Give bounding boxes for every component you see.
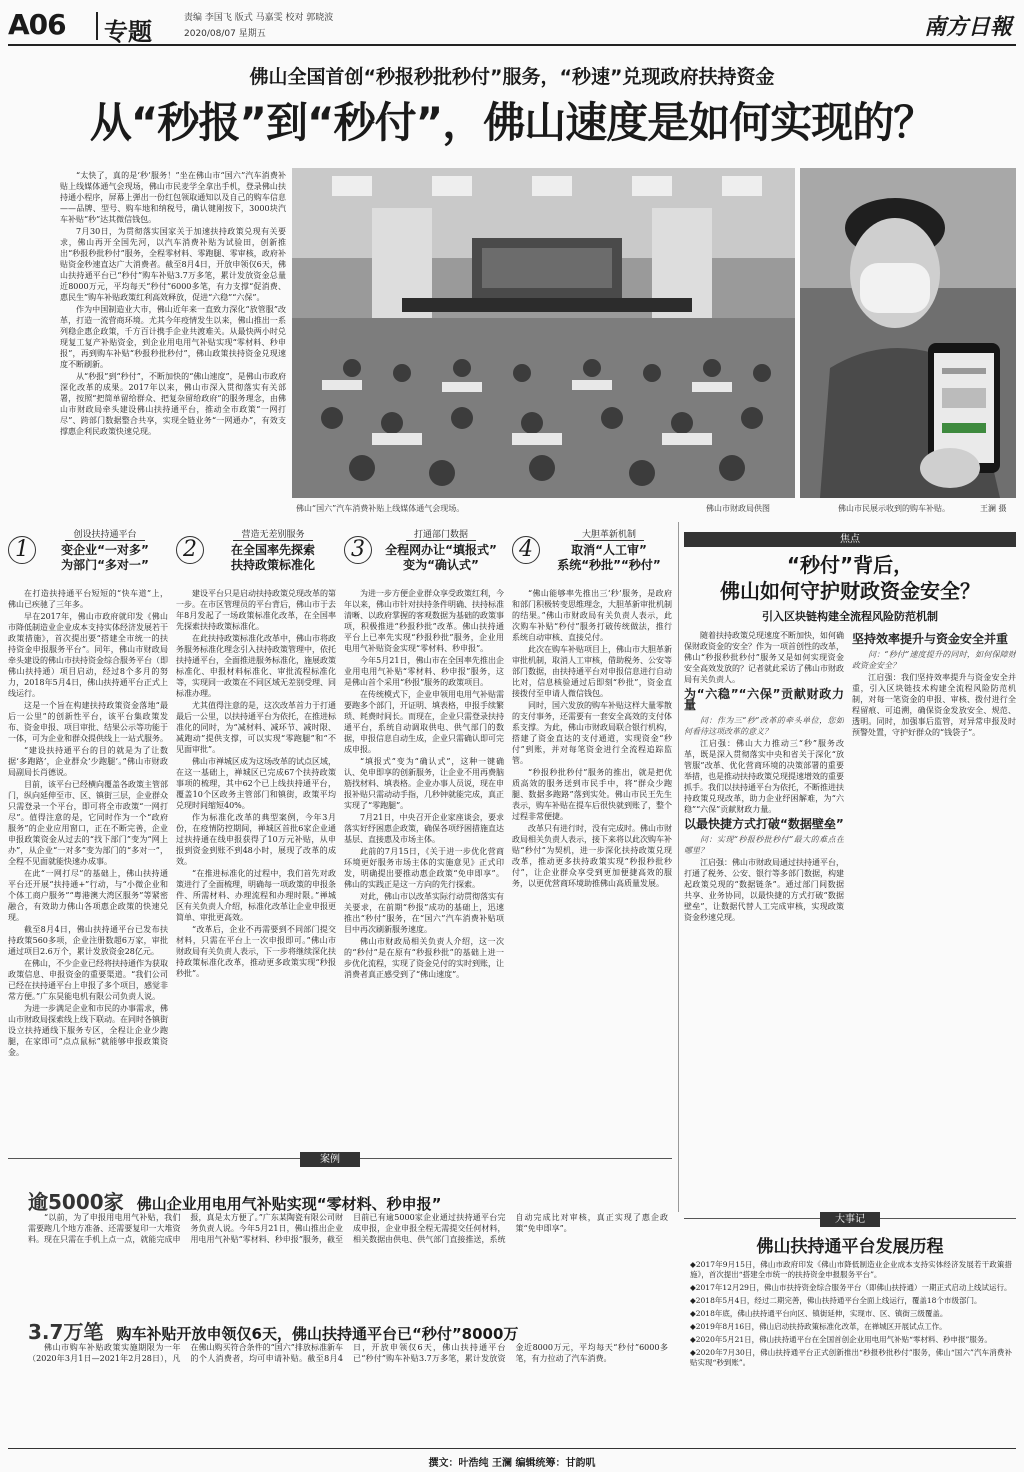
chronicle-list <box>690 1260 1012 1446</box>
section-paragraph: “改革后，企业不再需要到不同部门提交材料，只需在平台上一次申报即可。”佛山市财政局有关负责人表示，下一步将继续深化扶持政策标准化改革，推动更多政策实现“秒报秒批”。 <box>176 925 336 978</box>
page-code: A06 <box>8 8 66 41</box>
chronicle-item: ◆2018年底，佛山扶持通平台向区、镇街延伸，实现市、区、镇街三级覆盖。 <box>690 1309 948 1318</box>
chronicle-title: 佛山扶持通平台发展历程 <box>756 1237 944 1257</box>
resident-credit: 王澜 摄 <box>980 504 1007 513</box>
resident-photo-art <box>800 168 1016 498</box>
case-paragraph: 佛山市购车补贴政策实施期限为一年（2020年3月1日—2021年2月28日），凡在佛山购买符合条件的“国六”排放标准新车的个人消费者，均可申请补贴。截至8月4日，开放申领仅6天，佛山扶持通平台已“秒付”购车补贴3.7万多笔，累计发放资金近8000万元，平均每天“秒付”6000多笔，有力拉动了汽车消费。 <box>28 1343 668 1363</box>
chronicle-bar: 大事记 <box>820 1212 880 1227</box>
section-paragraph: 此次在购车补贴项目上，佛山市大胆革新审批机制，取消人工审核，借助税务、公安等部门数据，由扶持通平台对申报信息进行自动比对，信息核验通过后即刻“秒批”，资金直接拨付至申请人微信钱包。 <box>512 645 672 698</box>
section-paragraph: 截至8月4日，佛山扶持通平台已发布扶持政策560多项，企业注册数超6万家，审批通过项目2.6万个，累计发放资金28亿元。 <box>8 925 168 956</box>
section-title-line: 取消“人工审” <box>571 543 647 557</box>
focus-subhead: 为“六稳”“六保”贡献财政力量 <box>684 687 844 712</box>
section-tag: 营造无差别服务 <box>233 527 312 541</box>
lead-paragraph: 7月30日，为贯彻落实国家关于加速扶持政策兑现有关要求，佛山再开全国先河，以汽车消费补贴为试验田，创新推出“秒报秒批秒付”服务，全程零材料、零跑腿、零审核，政府补贴资金秒速直达广大消费者。截至8月4日，开放申领仅6天，佛山扶持通平台已“秒付”购车补贴3.7万多笔，累计发放资金总量近8000万元，平均每天“秒付”6000多笔，有力支撑“促消费、惠民生”购车补贴政策红利高效释放，促进“六稳”“六保”。 <box>60 227 286 302</box>
focus-intro: 随着扶持政策兑现速度不断加快，如何确保财政资金的安全？作为一项首创性的改革，佛山“秒报秒批秒付”服务又是如何实现资金安全高效发放的？记者就此采访了佛山市财政局有关负责人。 <box>684 631 844 684</box>
section-paragraph: 改革只有进行时，没有完成时。佛山市财政局相关负责人表示，接下来将以此次购车补贴“秒付”为契机，进一步深化扶持政策兑现改革，推动更多扶持政策实现“秒报秒批秒付”，让企业群众享受到更加便捷高效的服务，以更优营商环境助推佛山高质量发展。 <box>512 824 672 888</box>
section-paragraph: 为进一步满足企业和市民的办事需求，佛山市财政局探索线上线下联动。在同时各镇街设立扶持通线下服务专区，全程让企业少跑腿，在家即可“点点鼠标”就能够申报政策资金。 <box>8 1004 168 1057</box>
page-section: 专题 <box>104 18 152 46</box>
focus-question: 问：实现“秒报秒批秒付”最大的难点在哪里？ <box>684 835 844 855</box>
section-paragraph: 在传统模式下，企业申领用电用气补贴需要跑多个部门，开证明、填表格，申报手续繁琐、耗费时间长。而现在，企业只需登录扶持通平台，系统自动调取供电、供气部门的数据，申报信息自动生成，企业只需确认即可完成申报。 <box>344 690 504 754</box>
section-title-line: 为部门“多对一” <box>61 558 149 572</box>
focus-subhead: 以最快捷方式打破“数据壁垒” <box>684 817 844 831</box>
section-number: 1 <box>8 536 36 564</box>
paper-logo: 南方日報 <box>923 14 1012 40</box>
focus-subhead: 坚持效率提升与资金安全并重 <box>852 632 1009 646</box>
kicker-headline: 佛山全国首创“秒报秒批秒付”服务，“秒速”兑现政府扶持资金 <box>249 66 775 88</box>
case-paragraph: “以前，为了申报用电用气补贴，我们需要跑几个地方准备、还需要复印一大堆资料。现在只需在手机上点一点，就能完成申报，真是太方便了。”广东某陶瓷有限公司财务负责人说。今年5月21日，佛山推出企业用电用气补贴“零材料、秒申报”服务，截至目前已有逾5000家企业通过扶持通平台完成申报，企业申报全程无需提交任何材料，相关数据由供电、供气部门直接推送，系统自动完成比对审核，真正实现了惠企政策“免申即享”。 <box>28 1213 668 1244</box>
case-bar: 案例 <box>300 1152 360 1167</box>
case-figure: 逾5000家 <box>28 1190 124 1214</box>
section-2-body <box>176 588 336 1150</box>
case-body-1 <box>28 1212 668 1302</box>
section-paragraph: 在佛山，不少企业已经将扶持通作为获取政策信息、申报资金的重要渠道。“我们公司已经在扶持通平台上申报了多个项目，感觉非常方便。”广东昊能电机有限公司负责人说。 <box>8 959 168 1001</box>
section-title-line: 在全国率先探索 <box>230 543 315 557</box>
section-2-head <box>176 522 336 584</box>
section-paragraph: 今年5月21日，佛山市在全国率先推出企业用电用气补贴“零材料、秒申报”服务，这是佛山首个采用“秒报”服务的政策项目。 <box>344 656 504 687</box>
case-title: 购车补贴开放申领仅6天，佛山扶持通平台已“秒付”8000万 <box>116 1325 519 1343</box>
section-paragraph: “佛山能够率先推出三‘秒’服务，是政府和部门积极转变思维理念，大胆革新审批机制的结果。”佛山市财政局有关负责人表示，此次购车补贴“秒付”服务打破传统做法，推行系统自动审核、直接兑付。 <box>512 589 672 642</box>
section-paragraph: 建设平台只是启动扶持政策兑现改革的第一步。在市区管理员的平台背后，佛山市于去年8月发起了一场政策标准化改革，在全国率先探索扶持政策标准化。 <box>176 589 336 631</box>
footer-credits: 撰文：叶浩纯 王澜 编辑统筹：甘韵叽 <box>428 1458 596 1469</box>
section-tag: 创设扶持通平台 <box>65 527 144 541</box>
section-paragraph: “建设扶持通平台的目的就是为了让数据‘多跑路’，企业群众‘少跑腿’。”佛山市财政局副局长肖德说。 <box>8 746 168 777</box>
section-paragraph: 佛山市禅城区成为这场改革的试点区域，在这一基础上，禅城区已完成67个扶持政策事项的梳理，其中62个已上线扶持通平台，覆盖10个区政务主管部门和镇街，政策平均兑现时间缩短40%。 <box>176 757 336 810</box>
main-headline: 从“秒报”到“秒付”，佛山速度是如何实现的？ <box>89 98 935 147</box>
section-title-line: 系统“秒批”“秒付” <box>557 558 661 572</box>
section-1-head <box>8 522 168 584</box>
focus-bar: 焦点 <box>684 532 1016 547</box>
editor-line: 责编 李国飞 版式 马嘉雯 校对 郭晓波 <box>184 13 334 23</box>
chronicle-item: ◆2017年9月15日，佛山市政府印发《佛山市降低制造业企业成本支持实体经济发展若干政策措施》，首次提出“搭建全市统一的扶持资金申报服务平台”。 <box>690 1260 1012 1279</box>
focus-body-left <box>684 630 844 1210</box>
conference-caption: 佛山“国六”汽车消费补贴上线媒体通气会现场。 <box>296 504 465 513</box>
section-paragraph: 7月21日，中央召开企业家座谈会，要求落实好纾困惠企政策，确保各项纾困措施直达基层、直接惠及市场主体。 <box>344 813 504 844</box>
section-3-head <box>344 522 504 584</box>
section-paragraph: 作为标准化改革的典型案例，今年3月份，在疫情防控期间，禅城区首批6家企业通过扶持通在线申报获得了10万元补贴，从申报到资金到账不到48小时，展现了改革的成效。 <box>176 813 336 866</box>
section-paragraph: 尤其值得注意的是，这次改革首力于打通最后一公里，以扶持通平台为依托，在推进标准化的同时，为“减材料、减环节、减时限、减跑动”提供支撑，可以实现“零跑腿”和“不见面审批”。 <box>176 701 336 754</box>
case-title: 佛山企业用电用气补贴实现“零材料、秒申报” <box>136 1195 442 1213</box>
footer-rule <box>8 1448 1016 1449</box>
lead-paragraph: 从“秒报”到“秒付”，不断加快的“佛山速度”，是佛山市政府深化改革的成果。2017年以来，佛山市深入贯彻落实有关部署，按照“把简单留给群众、把复杂留给政府”的服务理念，由佛山市财政局牵头建设佛山扶持通平台，推动全市政策“一网打尽”、跨部门数据整合共享，实现全链业务“一网通办”，有效支撑惠企利民政策快速兑现。 <box>60 372 286 436</box>
chronicle-item: ◆2019年8月16日，佛山启动扶持政策标准化改革，在禅城区开展试点工作。 <box>690 1322 947 1331</box>
masthead <box>8 6 1016 46</box>
chronicle-item: ◆2018年5月4日，经过二期完善，佛山扶持通平台全面上线运行，覆盖18个市级部门。 <box>690 1296 982 1305</box>
section-paragraph: 佛山市财政局相关负责人介绍，这一次的“秒付”是在原有“秒报秒批”的基础上进一步优化流程，实现了资金兑付的实时到账，让消费者真正感受到了“佛山速度”。 <box>344 937 504 979</box>
section-paragraph: 此前的7月15日，《关于进一步优化营商环境更好服务市场主体的实施意见》正式印发，明确提出要推动惠企政策“免申即享”。佛山的实践正是这一方向的先行探索。 <box>344 847 504 889</box>
section-title-line: 全程网办让“填报式” <box>385 543 497 557</box>
focus-headline <box>684 552 1016 624</box>
focus-title-line: “秒付”背后， <box>786 553 914 577</box>
section-paragraph: 为进一步方便企业群众享受政策红利，今年以来，佛山市针对扶持条件明确、扶持标准清晰、以政府掌握的客观数据为基础的政策事项，积极推进“秒报秒批”改革。佛山扶持通平台上已率先实现“秒报秒批”服务，企业用电用气补贴资金实现“零材料、秒申报”。 <box>344 589 504 653</box>
section-paragraph: “秒报秒批秒付”服务的推出，就是把优质高效的服务送到市民手中，将“群众少跑腿、数据多跑路”落到实处。佛山市民王先生表示，购车补贴在提车后很快就到账了，整个过程非常便捷。 <box>512 768 672 821</box>
focus-question: 问：“秒付”速度提升的同时，如何保障财政资金安全？ <box>852 650 1016 670</box>
section-1-body <box>8 588 168 1150</box>
section-paragraph: 同时，国六发放的购车补贴这样大量零散的支付事务，还需要有一套安全高效的支付体系支撑。为此，佛山市财政局联合银行机构，搭建了资金直达的支付通道，实现资金“秒付”到账，并对每笔资金进行全流程追踪监管。 <box>512 701 672 765</box>
section-paragraph: “填报式”变为“确认式”，这种一键确认、免申即享的创新服务，让企业不用再费脑筋找材料、填表格。企业办事人员说，现在申报补贴只需动动手指，几秒钟就能完成，真正实现了“零跑腿”。 <box>344 757 504 810</box>
section-number: 4 <box>512 536 540 564</box>
chronicle-item: ◆2020年7月30日，佛山扶持通平台正式创新推出“秒报秒批秒付”服务，佛山“国六”汽车消费补贴实现“秒到账”。 <box>690 1348 1012 1367</box>
conference-credit: 佛山市财政局供图 <box>706 504 770 513</box>
resident-photo <box>800 168 1016 498</box>
section-paragraph: 这是一个旨在构建扶持政策资金落地“最后一公里”的创新性平台，该平台集政策发布、资金申报、项目审批、结果公示等功能于一体，可为企业和群众提供线上一站式服务。 <box>8 701 168 743</box>
lead-paragraph: 作为中国制造业大市，佛山近年来一直致力深化“放管服”改革，打造一流营商环境。尤其今年疫情发生以来，佛山推出一系列稳企惠企政策，千方百计携手企业共渡难关。从最快两小时兑现复工复产补贴资金，到企业用电用气补贴实现“零材料、秒申报”，再到购车补贴“秒报秒批秒付”，佛山政策扶持资金兑现速度不断刷新。 <box>60 305 286 369</box>
focus-answer: 江启强：佛山市财政局通过扶持通平台，打通了税务、公安、银行等多部门数据，构建起政策兑现的“数据链条”。通过部门间数据共享、业务协同，以最快捷的方式打破“数据壁垒”，让数据代替人工完成审核，实现政策资金秒速兑现。 <box>684 858 844 922</box>
focus-question: 问：作为三“秒”改革的牵头单位，您如何看待这项改革的意义？ <box>684 716 844 736</box>
section-tag: 打通部门数据 <box>406 527 476 541</box>
section-title-line: 变为“确认式” <box>403 558 479 572</box>
section-4-head <box>512 522 672 584</box>
column-rule <box>678 522 679 1212</box>
section-4-body <box>512 588 672 1150</box>
chronicle-item: ◆2020年5月21日，佛山扶持通平台在全国首创企业用电用气补贴“零材料、秒申报”服务。 <box>690 1335 992 1344</box>
masthead-divider <box>96 12 98 40</box>
case-figure: 3.7万笔 <box>28 1320 104 1344</box>
section-title-line: 变企业“一对多” <box>61 543 149 557</box>
section-paragraph: 在此“一网打尽”的基础上，佛山扶持通平台还开展“扶持通+”行动，与“小微企业和个体工商户服务”“粤港澳大湾区服务”等紧密融合，有效助力佛山各项惠企政策的快速兑现。 <box>8 869 168 922</box>
focus-title-line: 佛山如何守护财政资金安全？ <box>720 579 980 603</box>
resident-caption: 佛山市民展示收到的购车补贴。 <box>838 504 950 513</box>
focus-body-right <box>852 630 1016 1210</box>
case-headline-2 <box>28 1316 668 1345</box>
section-title-line: 扶持政策标准化 <box>230 558 315 572</box>
chronicle-item: ◆2017年12月29日，佛山市扶持资金综合服务平台（即佛山扶持通）一期正式启动上线试运行。 <box>690 1283 1012 1292</box>
section-paragraph: 早在2017年，佛山市政府就印发《佛山市降低制造业企业成本支持实体经济发展若干政策措施》，首次提出要“搭建全市统一的扶持资金申报服务平台”。同年，佛山市财政局牵头建设的佛山市扶持资金综合服务平台（即佛山扶持通）项目启动，经过8个多月的努力，2018年5月4日，佛山扶持通平台正式上线运行。 <box>8 612 168 698</box>
section-3-body <box>344 588 504 1150</box>
section-paragraph: 在此扶持政策标准化改革中，佛山市将政务服务标准化理念引入扶持政策管理中，依托扶持通平台，全面推进服务标准化，施展政策标准化、申报材料标准化、审批流程标准化等，实现同一政策在不同区域无差别受理、同标准办理。 <box>176 634 336 698</box>
section-paragraph: 对此，佛山市以改革实际行动贯彻落实有关要求，在前期“秒报”成功的基础上，迅速推出“秒付”服务，在“国六”汽车消费补贴项目中再次刷新服务速度。 <box>344 892 504 934</box>
section-paragraph: 目前，该平台已经横向覆盖各政策主管部门，纵向延伸至市、区、镇街三层，企业群众只需登录一个平台，即可将全市政策“一网打尽”。值得注意的是，它同时作为一个“政府服务”的企业应用窗口，正在不断完善，企业申报政策资金从过去的“找下部门”变为“网上办”，从企业“一对多”变为部门的“多对一”，全程不见面就能快速办成事。 <box>8 780 168 866</box>
focus-answer: 江启强：佛山大力推动三“秒”服务改革，既是深入贯彻落实中央和省关于深化“放管服”改革、优化营商环境的决策部署的重要举措，也是推动扶持政策兑现提速增效的重要抓手。我们以扶持通平台为依托，不断推进扶持政策兑现改革，助力企业纾困解难，为“六稳”“六保”贡献财政力量。 <box>684 739 844 814</box>
section-number: 2 <box>176 536 204 564</box>
case-headline-1 <box>28 1186 668 1215</box>
conference-photo <box>292 168 795 498</box>
focus-subtitle: 引入区块链构建全流程风险防范机制 <box>762 610 938 623</box>
lead-paragraph: “太快了，真的是‘秒’服务！”坐在佛山市“国六”汽车消费补贴上线媒体通气会现场，佛山市民麦学全拿出手机，登录佛山扶持通小程序，屏幕上弹出一份红包领取通知以及自己的购车信息——品牌、型号、购车地和纳税号，确认键刚按下，3000块汽车补贴“秒”达其微信钱包。 <box>60 171 286 224</box>
conference-photo-art <box>292 168 795 498</box>
focus-answer: 江启强：我们坚持效率提升与资金安全并重，引入区块链技术构建全流程风险防范机制，对每一笔资金的申报、审核、拨付进行全程留痕、可追溯，确保资金发放安全、规范、透明。同时，加强事后监管，对异常申报及时预警处置，守护好群众的“钱袋子”。 <box>852 673 1016 737</box>
section-paragraph: 在打造扶持通平台短短的“快车道”上，佛山已疾驰了三年多。 <box>8 589 168 609</box>
lead-text <box>60 170 286 510</box>
section-number: 3 <box>344 536 372 564</box>
case-body-2 <box>28 1342 668 1438</box>
section-paragraph: “在推进标准化的过程中，我们首先对政策进行了全面梳理，明确每一项政策的申报条件、所需材料、办理流程和办理时限。”禅城区有关负责人介绍，标准化改革让企业申报更简单、审批更高效。 <box>176 869 336 922</box>
date-line: 2020/08/07 星期五 <box>184 29 266 39</box>
section-tag: 大胆革新机制 <box>574 527 644 541</box>
